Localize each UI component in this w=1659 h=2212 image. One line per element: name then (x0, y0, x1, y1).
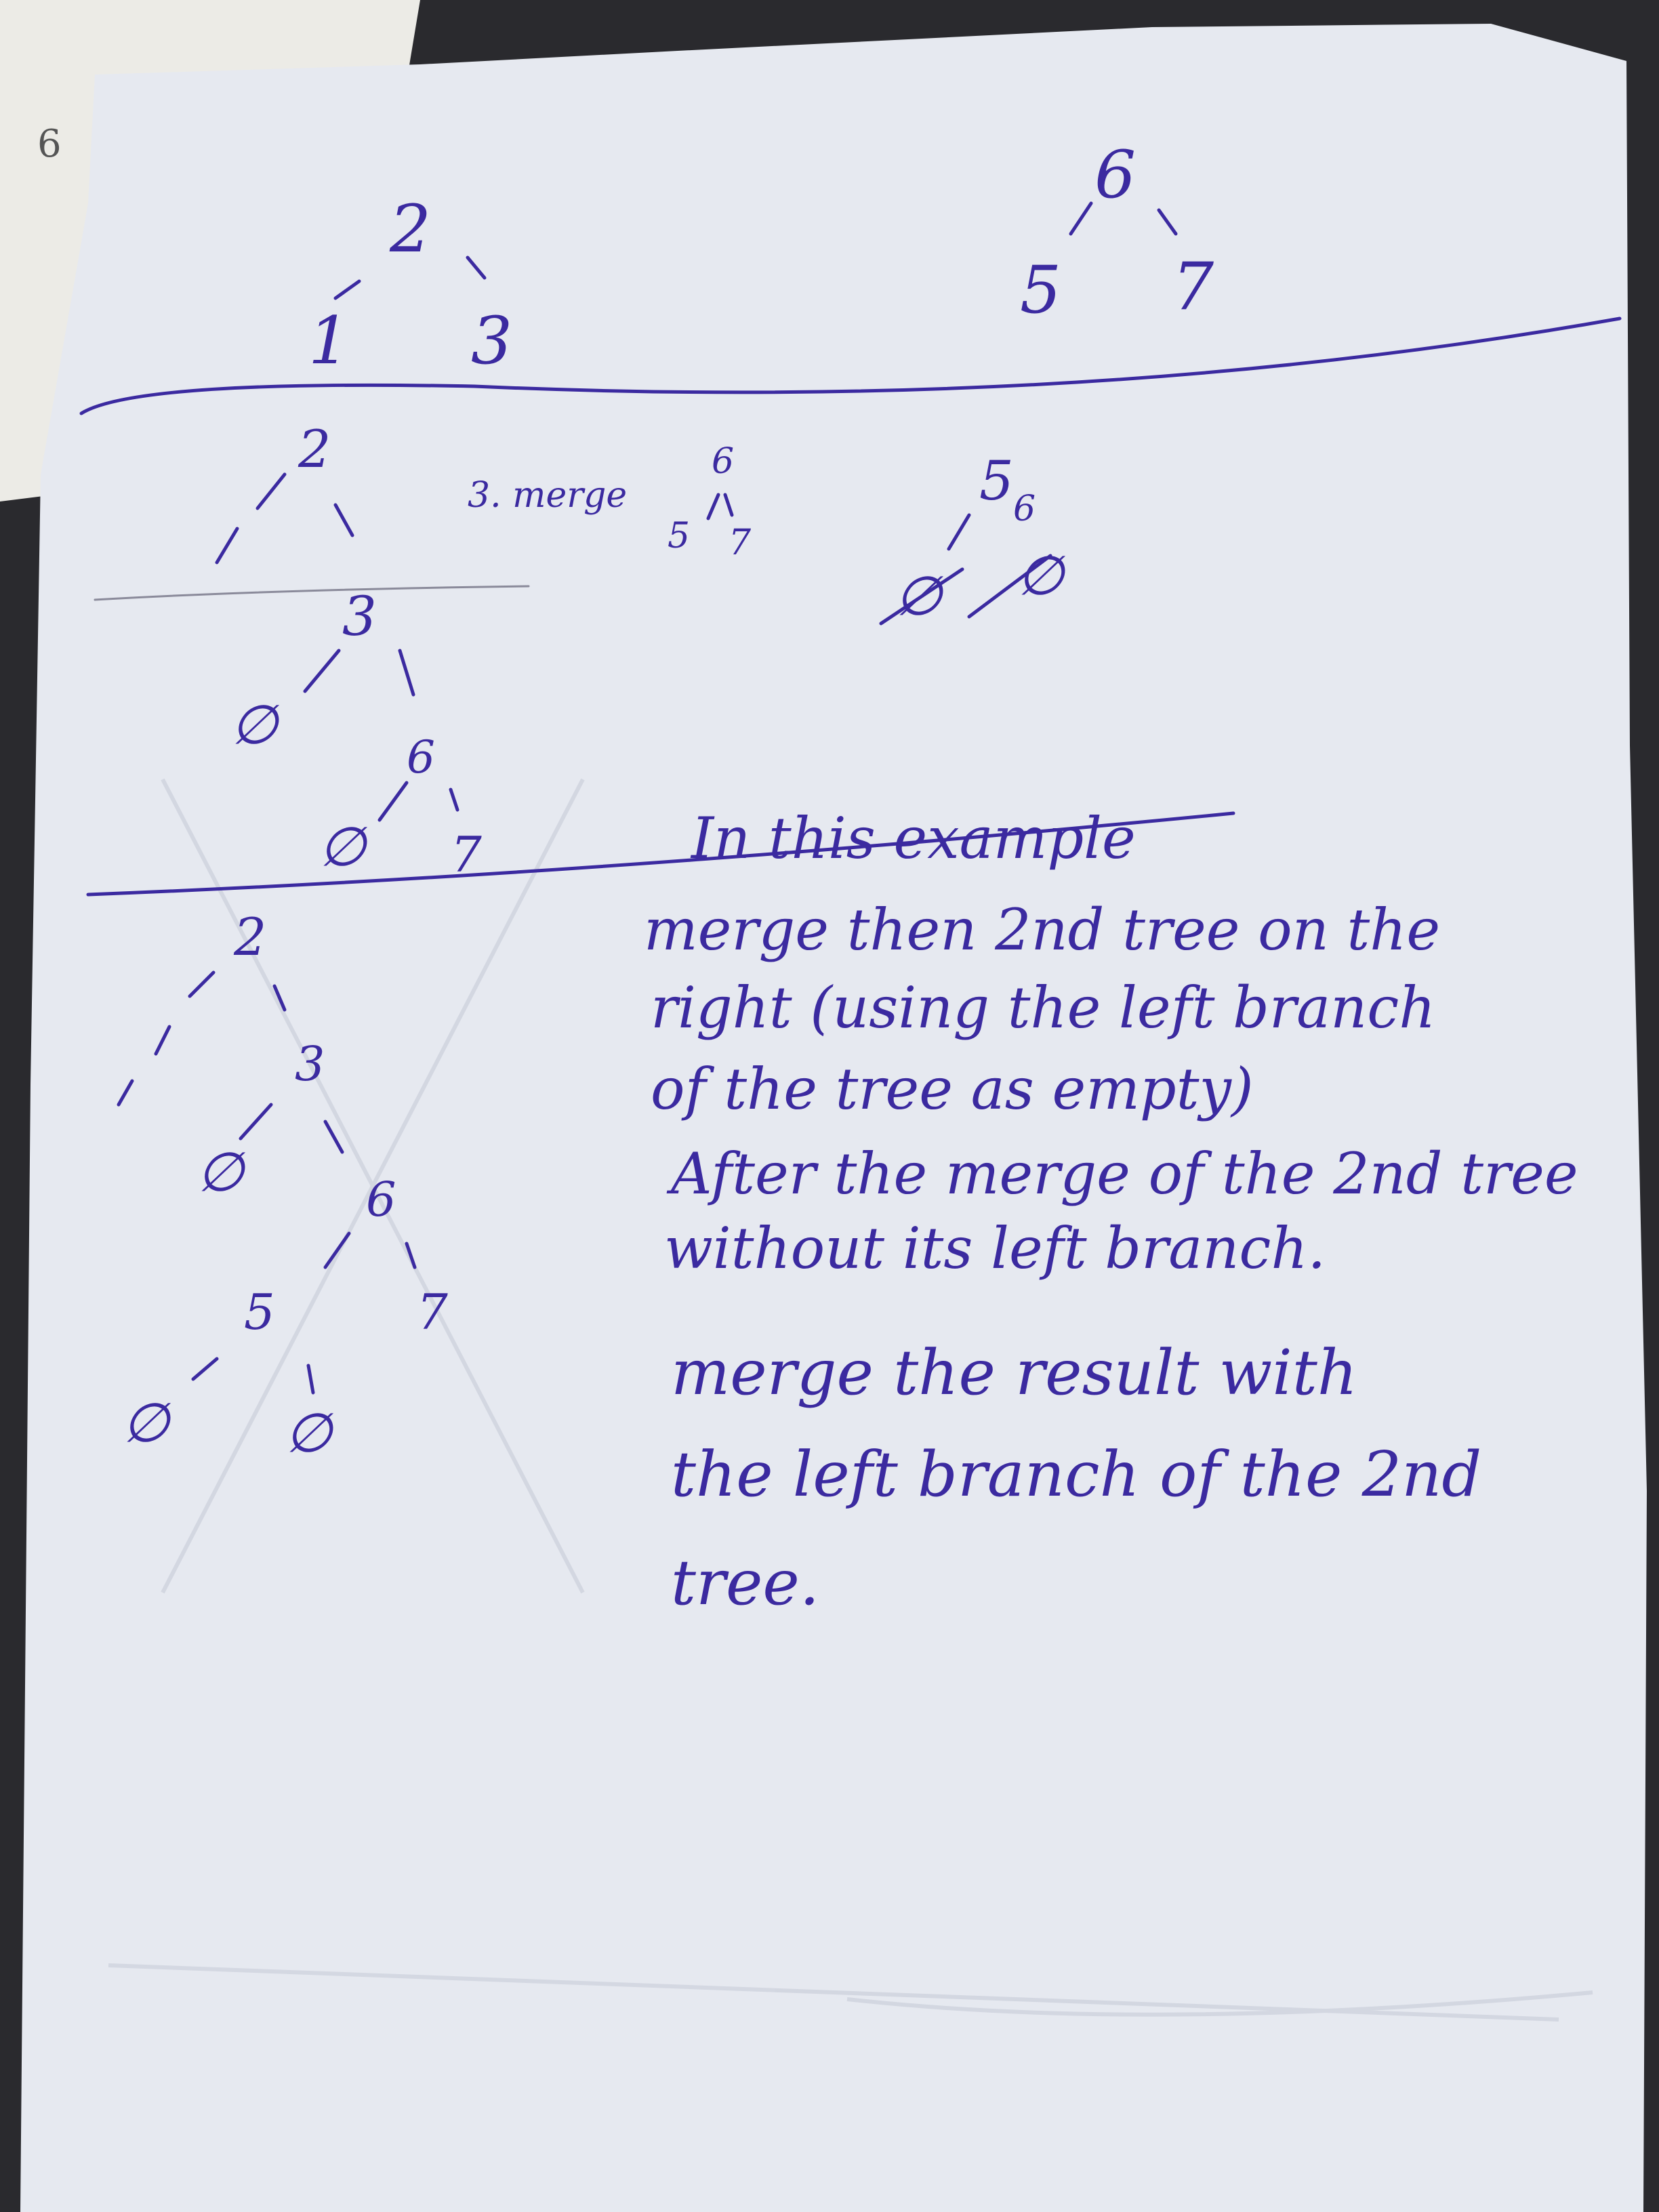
note-line-8: tree. (671, 1547, 820, 1619)
section3-child: 6 (407, 731, 435, 783)
section4-node-7: 7 (417, 1284, 448, 1340)
result-tree-empty-left: ∅ (895, 565, 942, 628)
section3-empty-left: ∅ (230, 693, 278, 756)
section4-empty5-right: ∅ (285, 1401, 332, 1465)
section4-empty5-left: ∅ (122, 1391, 169, 1454)
note-line-6: merge the result with (671, 1336, 1358, 1409)
tree-b-right: 7 (1172, 249, 1214, 325)
merge-label: 3. merge (468, 475, 628, 516)
mini-tree-right: 7 (729, 523, 752, 563)
result-tree-empty-right: ∅ (1017, 544, 1064, 607)
note-line-3: of the tree as empty) (651, 1056, 1254, 1122)
section3-leaf: 7 (451, 826, 482, 883)
section4-node-3: 3 (295, 1036, 325, 1092)
section4-root: 2 (234, 907, 267, 967)
mini-tree-root: 6 (712, 441, 735, 482)
note-line-2: right (using the left branch (651, 975, 1436, 1041)
section3-empty-child: ∅ (319, 815, 366, 878)
result-tree-child: 6 (1013, 489, 1036, 529)
section4-node-5: 5 (244, 1284, 275, 1340)
tree-a-root: 2 (390, 191, 432, 267)
note-line-7: the left branch of the 2nd (671, 1438, 1482, 1511)
section3-root: 3 (342, 585, 377, 648)
section4-node-6: 6 (366, 1172, 396, 1227)
tree-b-root: 6 (1094, 137, 1136, 213)
tree-b-left: 5 (1020, 252, 1062, 328)
result-tree-root: 5 (979, 449, 1014, 512)
section2-root: 2 (298, 419, 331, 479)
section3-heading: In this example (691, 805, 1136, 872)
note-line-4: After the merge of the 2nd tree (671, 1141, 1578, 1207)
tree-a-left: 1 (308, 303, 350, 379)
note-line-5: without its left branch. (664, 1215, 1326, 1282)
tree-a-right: 3 (471, 303, 513, 379)
mini-tree-left: 5 (668, 516, 691, 556)
corner-mark: 6 (37, 122, 62, 166)
note-line-1: merge then 2nd tree on the (644, 897, 1441, 963)
section4-empty-3: ∅ (197, 1141, 244, 1204)
